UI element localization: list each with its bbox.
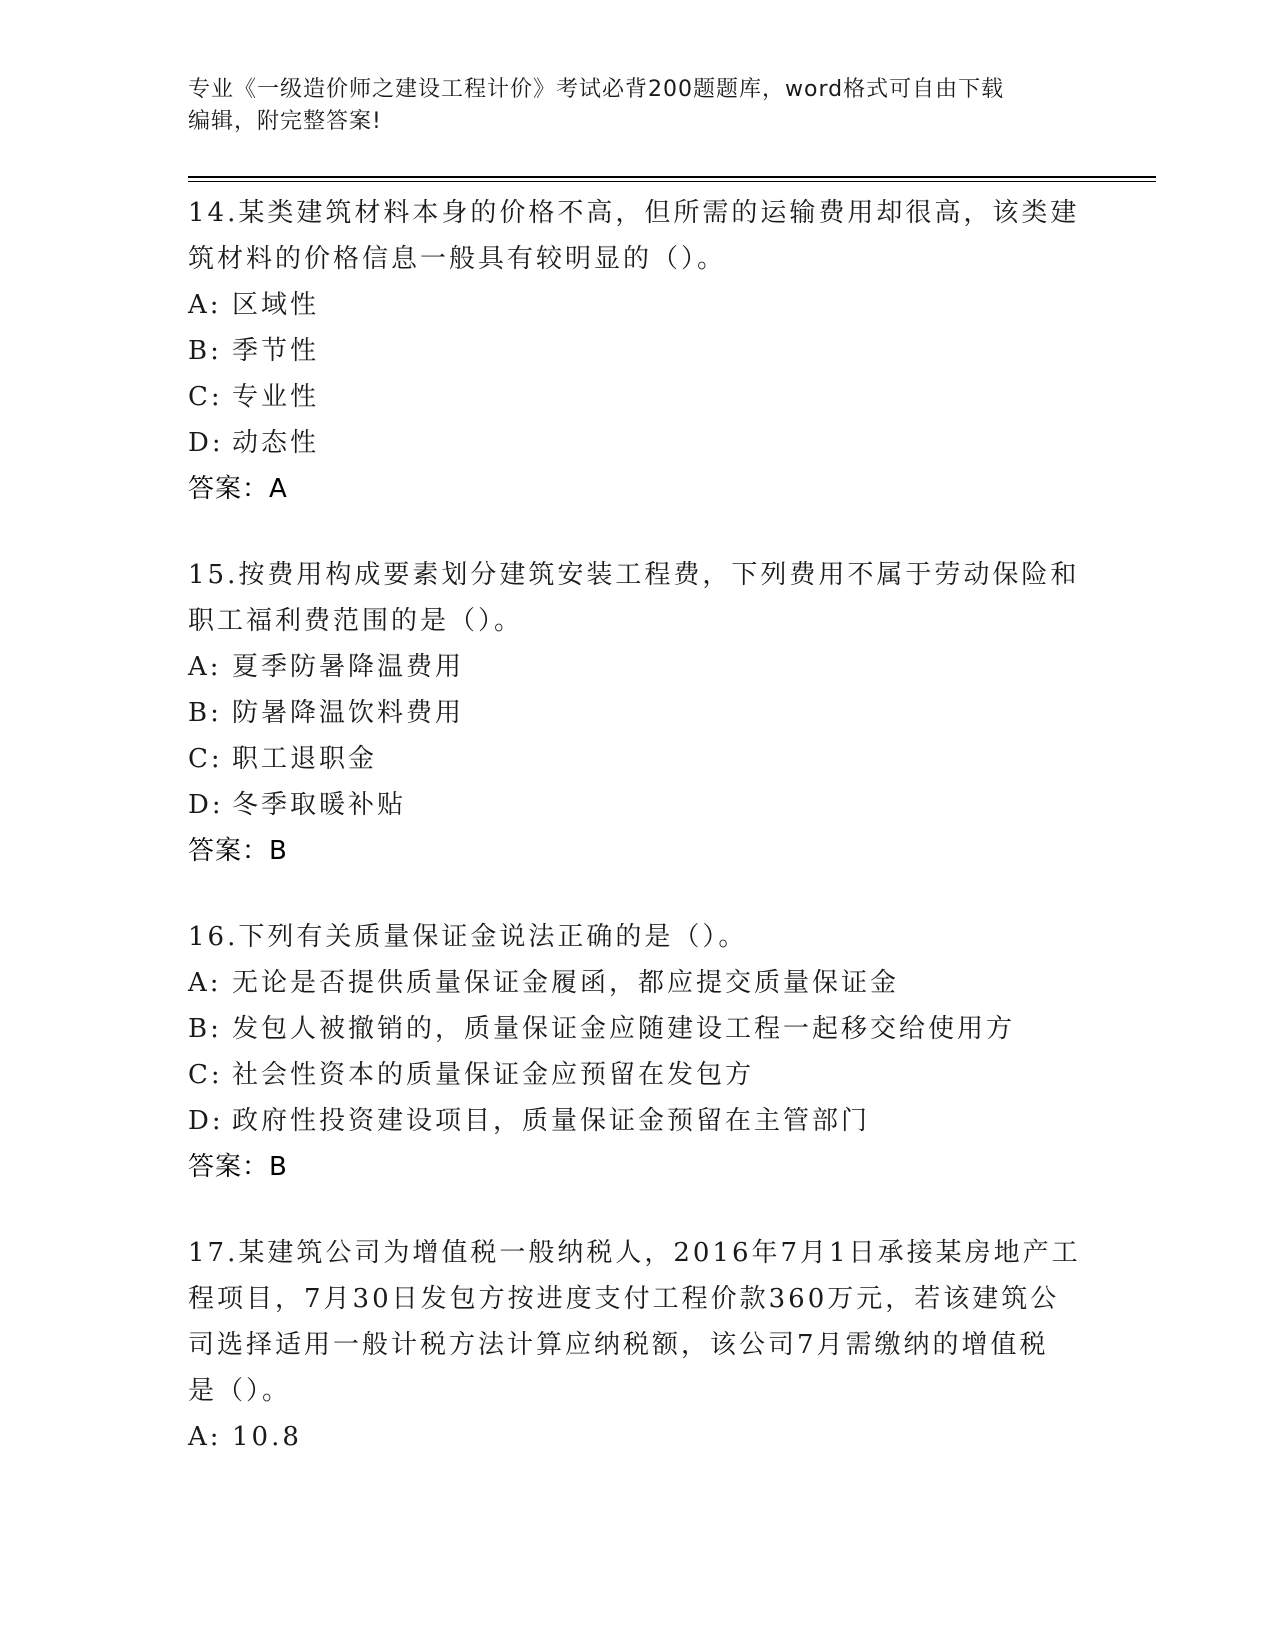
question-list (188, 190, 1088, 1500)
option-c (188, 374, 1088, 420)
option-a (188, 282, 1088, 328)
option-text: 政府性投资建设项目，质量保证金预留在主管部门 (232, 1106, 871, 1136)
option-d (188, 1098, 1088, 1144)
option-text: 10.8 (232, 1422, 302, 1452)
option-text: 无论是否提供质量保证金履函，都应提交质量保证金 (232, 968, 900, 998)
option-text: 防暑降温饮料费用 (232, 698, 465, 728)
option-text: 冬季取暖补贴 (232, 790, 407, 820)
option-b (188, 328, 1088, 374)
option-letter: B: (188, 1014, 222, 1044)
question-14 (188, 190, 1088, 512)
option-letter: C: (188, 1060, 223, 1090)
option-letter: C: (188, 382, 223, 412)
question-stem: 是（）。 (188, 1376, 292, 1406)
option-letter: A: (188, 1422, 222, 1452)
question-15 (188, 552, 1088, 874)
option-letter: D: (188, 790, 224, 820)
option-text: 夏季防暑降温费用 (232, 652, 465, 682)
header-divider-thin (188, 181, 1156, 182)
option-letter: A: (188, 968, 222, 998)
option-text: 区域性 (232, 290, 320, 320)
option-a (188, 960, 1088, 1006)
question-stem: 职工福利费范围的是（）。 (188, 606, 524, 636)
header-line-2: 编辑，附完整答案! (188, 109, 382, 134)
option-text: 动态性 (232, 428, 320, 458)
option-d (188, 782, 1088, 828)
answer-line: 答案：B (188, 836, 288, 866)
answer-line: 答案：A (188, 474, 288, 504)
question-16 (188, 914, 1088, 1190)
option-a (188, 1414, 1088, 1460)
question-stem: 14.某类建筑材料本身的价格不高，但所需的运输费用却很高，该类建 (188, 198, 1080, 228)
option-text: 社会性资本的质量保证金应预留在发包方 (232, 1060, 755, 1090)
question-stem: 程项目，7月30日发包方按进度支付工程价款360万元，若该建筑公 (188, 1284, 1060, 1314)
option-letter: B: (188, 698, 222, 728)
question-17 (188, 1230, 1088, 1460)
option-letter: C: (188, 744, 223, 774)
option-letter: A: (188, 290, 222, 320)
answer-line: 答案：B (188, 1152, 288, 1182)
option-letter: D: (188, 428, 224, 458)
header-divider-thick (188, 176, 1156, 178)
document-header (188, 74, 1088, 138)
option-b (188, 1006, 1088, 1052)
question-stem: 15.按费用构成要素划分建筑安装工程费，下列费用不属于劳动保险和 (188, 560, 1080, 590)
option-text: 职工退职金 (232, 744, 378, 774)
option-d (188, 420, 1088, 466)
option-letter: B: (188, 336, 222, 366)
question-stem: 17.某建筑公司为增值税一般纳税人，2016年7月1日承接某房地产工 (188, 1238, 1081, 1268)
question-stem: 司选择适用一般计税方法计算应纳税额，该公司7月需缴纳的增值税 (188, 1330, 1049, 1360)
option-b (188, 690, 1088, 736)
question-stem: 筑材料的价格信息一般具有较明显的（）。 (188, 244, 727, 274)
option-text: 专业性 (232, 382, 320, 412)
header-line-1: 专业《一级造价师之建设工程计价》考试必背200题题库，word格式可自由下载 (188, 77, 1005, 102)
option-c (188, 1052, 1088, 1098)
option-text: 季节性 (232, 336, 320, 366)
option-letter: D: (188, 1106, 224, 1136)
question-stem: 16.下列有关质量保证金说法正确的是（）。 (188, 922, 748, 952)
option-a (188, 644, 1088, 690)
option-c (188, 736, 1088, 782)
option-letter: A: (188, 652, 222, 682)
option-text: 发包人被撤销的，质量保证金应随建设工程一起移交给使用方 (232, 1014, 1016, 1044)
